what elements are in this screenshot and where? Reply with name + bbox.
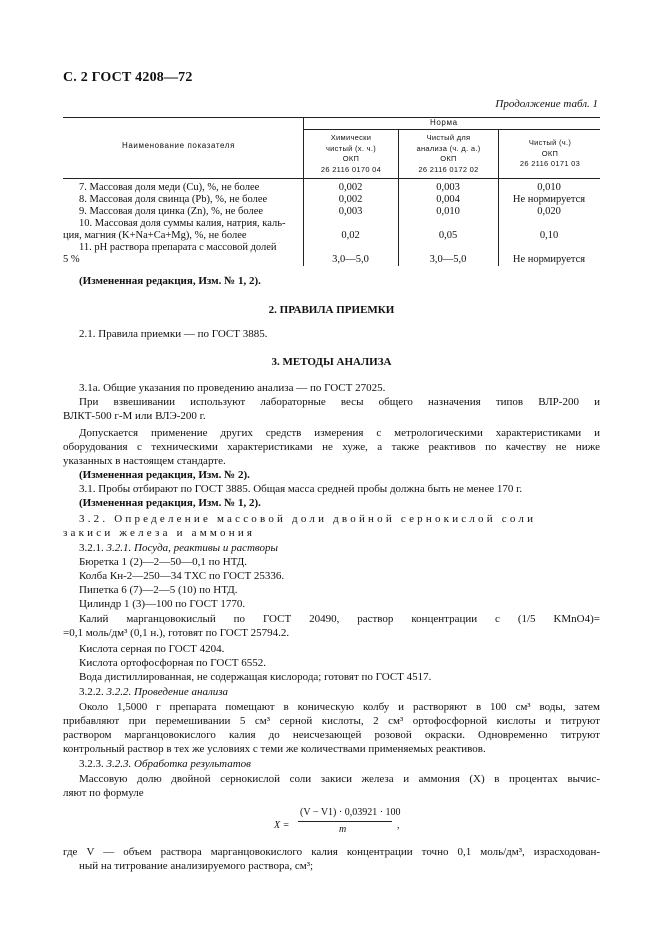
paragraph: ляют по формуле (63, 787, 144, 799)
paragraph: 3.1. Пробы отбирают по ГОСТ 3885. Общая масса средней пробы должна быть не менее 170 г. (79, 483, 523, 495)
table-continuation-note: Продолжение табл. 1 (495, 98, 598, 110)
formula-comma: , (397, 820, 400, 831)
formula-numerator: (V − V1) · 0,03921 · 100 (300, 807, 401, 818)
subsection-heading: 3.2.1. 3.2.1. Посуда, реактивы и растворы (79, 542, 278, 554)
table-row-name: 9. Массовая доля цинка (Zn), %, не более (79, 206, 264, 217)
table-cell: 3,0—5,0 (429, 254, 467, 265)
grade-header-pure: Чистый (ч.) ОКП 26 2116 0171 03 (519, 138, 581, 168)
paragraph: Допускается применение других средств измерения с метрологическими характеристиками и (79, 427, 600, 439)
list-item: Цилиндр 1 (3)—100 по ГОСТ 1770. (79, 598, 246, 610)
table-row-name-cont: ция, магния (K+Na+Ca+Mg), %, не более (63, 230, 247, 241)
page-header: С. 2 ГОСТ 4208—72 (63, 70, 193, 85)
table-row-name: 10. Массовая доля суммы калия, натрия, каль- (79, 218, 286, 229)
formula-fraction-bar (298, 821, 392, 822)
revision-note: (Измененная редакция, Изм. № 1, 2). (79, 275, 261, 287)
paragraph: 2.1. Правила приемки — по ГОСТ 3885. (79, 328, 268, 340)
list-item: Вода дистиллированная, не содержащая кислорода; готовят по ГОСТ 4517. (79, 671, 432, 683)
table-norm-rule (303, 129, 600, 130)
paragraph: При взвешивании используют лабораторные весы общего назначения типов ВЛР-200 и (79, 396, 600, 408)
list-item: Пипетка 6 (7)—2—5 (10) по НТД. (79, 584, 238, 596)
table-cell: 0,002 (338, 194, 363, 205)
formula-denominator: m (339, 824, 347, 835)
table-cell: 0,004 (436, 194, 460, 205)
paragraph: раствором марганцовокислого калия до неисчезающей розовой окраски. Одновременно титруют (63, 729, 600, 741)
list-item: Кислота ортофосфорная по ГОСТ 6552. (79, 657, 267, 669)
paragraph: Около 1,5000 г препарата помещают в коническую колбу и растворяют в 100 см³ воды, затем (79, 701, 600, 713)
paragraph: прибавляют при перемешивании 5 см³ серной кислоты, 2 см³ ортофосфорной кислоты и титруют (63, 715, 600, 727)
paragraph: Калий марганцовокислый по ГОСТ 20490, раствор концентрации c (1/5 KMnO4)= (79, 613, 600, 625)
paragraph: ный на титрование анализируемого раствора, см³; (79, 860, 314, 872)
table-cell: 0,02 (341, 230, 360, 241)
list-item: Кислота серная по ГОСТ 4204. (79, 643, 225, 655)
subsection-title: закиси железа и аммония (63, 527, 256, 539)
paragraph: контрольный раствор в тех же условиях с теми же количествами применяемых реактивов. (63, 743, 486, 755)
table-row-name-cont: 5 % (63, 254, 80, 265)
table-top-rule (63, 117, 600, 118)
formula-lhs: X = (274, 820, 290, 831)
table-cell: Не нормируется (512, 194, 586, 205)
subsection-title: 3.2. Определение массовой доли двойной сернокислой соли (79, 513, 537, 525)
subsection-heading-text: 3.2.3. Обработка результатов (106, 758, 251, 770)
table-cell: 0,010 (436, 206, 460, 217)
table-cell: 0,020 (537, 206, 561, 217)
table-cell: 0,002 (338, 182, 363, 193)
table-header-rule (63, 178, 600, 179)
list-item: Бюретка 1 (2)—2—50—0,1 по НТД. (79, 556, 247, 568)
grade-header-analytical: Чистый для анализа (ч. д. а.) ОКП 26 2116 0172 02 (416, 133, 481, 174)
subsection-heading: 3.2.2. 3.2.2. Проведение анализа (79, 686, 229, 698)
paragraph: =0,1 моль/дм³ (0,1 н.), готовят по ГОСТ 25794.2. (63, 627, 290, 639)
paragraph: оборудования с техническими характеристиками не хуже, а также реактивов по качеству не ниже (63, 441, 600, 453)
paragraph: указанных в настоящем стандарте. (63, 455, 226, 467)
subsection-heading: 3.2.3. 3.2.3. Обработка результатов (79, 758, 251, 770)
column-header-name: Наименование показателя (122, 141, 235, 150)
table-cell: 0,003 (338, 206, 363, 217)
section-title: 3. МЕТОДЫ АНАЛИЗА (271, 356, 392, 368)
paragraph: где V — объем раствора марганцовокислого калия концентрации точно 0,1 моль/дм³, израсходован- (63, 846, 600, 858)
list-item: Колба Кн-2—250—34 ТХС по ГОСТ 25336. (79, 570, 285, 582)
subsection-heading-text: 3.2.1. Посуда, реактивы и растворы (106, 542, 278, 554)
table-cell: Не нормируется (512, 254, 586, 265)
table-row-name: 7. Массовая доля меди (Cu), %, не более (79, 182, 260, 193)
paragraph: Массовую долю двойной сернокислой соли закиси железа и аммония (X) в процентах вычис- (79, 773, 600, 785)
revision-note: (Измененная редакция, Изм. № 2). (79, 469, 250, 481)
table-cell: 0,05 (438, 230, 458, 241)
column-header-norm: Норма (430, 118, 458, 127)
table-cell: 0,003 (436, 182, 460, 193)
table-cell: 0,10 (539, 230, 559, 241)
section-title: 2. ПРАВИЛА ПРИЕМКИ (268, 304, 395, 316)
table-cell: 0,010 (537, 182, 561, 193)
revision-note: (Измененная редакция, Изм. № 1, 2). (79, 497, 261, 509)
table-cell: 3,0—5,0 (332, 254, 369, 265)
table-row-name: 8. Массовая доля свинца (Pb), %, не более (79, 194, 268, 205)
subsection-heading-text: 3.2.2. Проведение анализа (106, 686, 229, 698)
grade-header-chemically-pure: Химически чистый (х. ч.) ОКП 26 2116 0170 04 (320, 133, 382, 174)
paragraph: 3.1а. Общие указания по проведению анализа — по ГОСТ 27025. (79, 382, 386, 394)
paragraph: ВЛКТ-500 г-М или ВЛЭ-200 г. (63, 410, 206, 422)
table-row-name: 11. pH раствора препарата с массовой долей (79, 242, 277, 253)
